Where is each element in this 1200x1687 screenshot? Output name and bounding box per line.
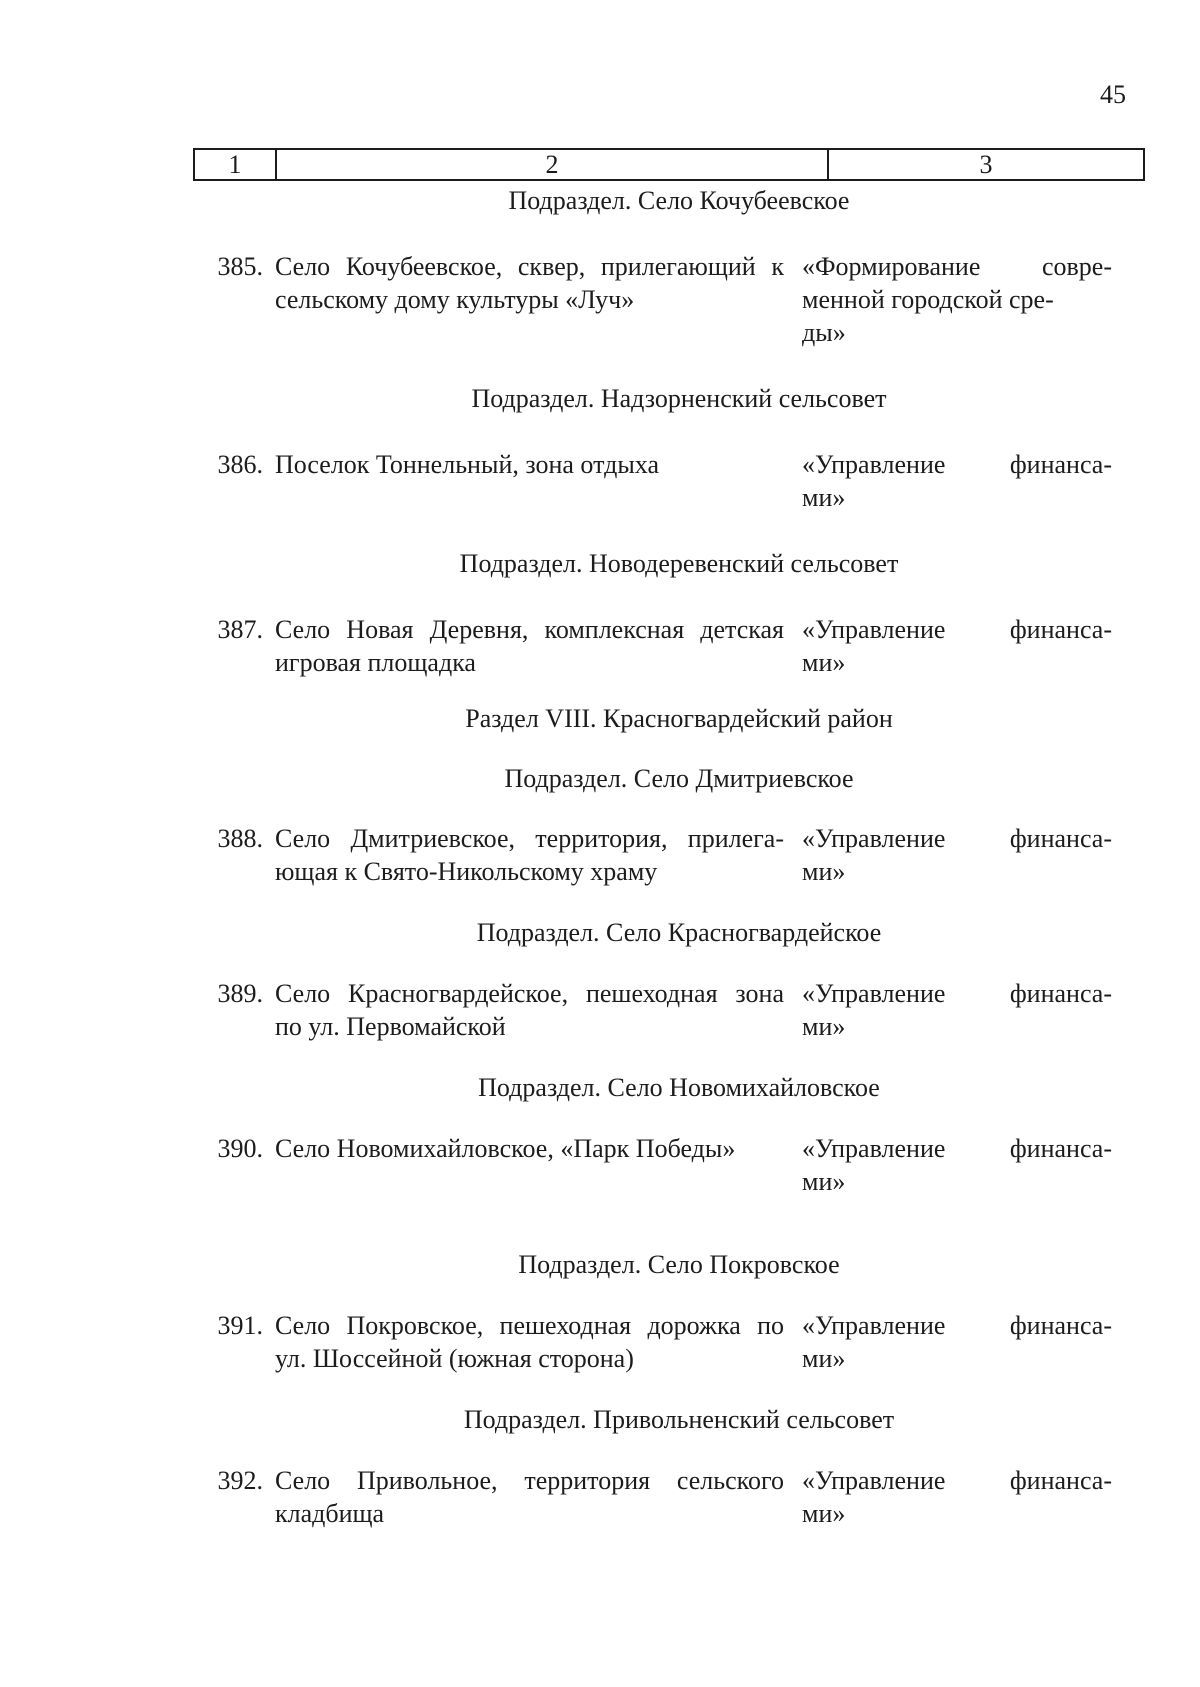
row-program: «Управление финанса- ми» — [802, 450, 1112, 512]
row-number: 389. — [217, 979, 263, 1008]
row-program: «Формирование совре- менной городской сре- ды» — [802, 252, 1112, 347]
section-heading: Подраздел. Привольненский сельсовет — [463, 1405, 895, 1434]
row-number: 387. — [217, 615, 263, 644]
column-header-3: 3 — [979, 150, 993, 179]
row-program: «Управление финанса- ми» — [802, 1134, 1112, 1196]
table-row — [193, 448, 1145, 514]
table-row — [193, 250, 1145, 349]
section-heading: Подраздел. Село Красногвардейское — [476, 918, 882, 947]
row-program: «Управление финанса- ми» — [802, 615, 1112, 677]
row-number: 386. — [217, 450, 263, 479]
column-header-table — [193, 148, 1145, 181]
row-program: «Управление финанса- ми» — [802, 979, 1112, 1041]
column-header-1: 1 — [195, 150, 277, 179]
row-description: Село Привольное, территория сельского кладбища — [275, 1466, 784, 1528]
section-heading: Подраздел. Село Кочубеевское — [508, 186, 850, 215]
row-number: 388. — [217, 824, 263, 853]
row-description: Село Покровское, пешеходная дорожка по ул. Шоссейной (южная сторона) — [275, 1311, 784, 1373]
section-heading: Подраздел. Село Покровское — [518, 1250, 840, 1279]
part-heading: Раздел VIII. Красногвардейский район — [465, 704, 893, 733]
section-heading: Подраздел. Надзорненский сельсовет — [471, 384, 887, 413]
section-heading: Подраздел. Село Дмитриевское — [504, 764, 854, 793]
table-row — [193, 613, 1145, 679]
table-row — [193, 1464, 1145, 1530]
row-program: «Управление финанса- ми» — [802, 1466, 1112, 1528]
table-row — [193, 977, 1145, 1043]
row-description: Село Красногвардейское, пешеходная зона по ул. Первомайской — [275, 979, 784, 1041]
row-number: 392. — [217, 1466, 263, 1495]
row-number: 391. — [217, 1311, 263, 1340]
row-number: 390. — [217, 1134, 263, 1163]
column-header-2: 2 — [277, 150, 829, 179]
section-heading: Подраздел. Село Новомихайловское — [478, 1073, 880, 1102]
row-program: «Управление финанса- ми» — [802, 824, 1112, 886]
row-number: 385. — [217, 252, 263, 281]
row-description: Поселок Тоннельный, зона отдыха — [275, 450, 659, 479]
row-program: «Управление финанса- ми» — [802, 1311, 1112, 1373]
table-row — [193, 1309, 1145, 1375]
page-number: 45 — [1100, 80, 1126, 109]
table-row — [193, 822, 1145, 888]
row-description: Село Дмитриевское, территория, прилега- ющая к Свято-Никольскому храму — [275, 824, 784, 886]
table-row — [193, 1132, 1145, 1198]
row-description: Село Кочубеевское, сквер, прилегающий к сельскому дому культуры «Луч» — [275, 252, 784, 314]
document-body — [193, 180, 1145, 1530]
section-heading: Подраздел. Новодеревенский сельсовет — [459, 549, 899, 578]
row-description: Село Новая Деревня, комплексная детская игровая площадка — [275, 615, 784, 677]
row-description: Село Новомихайловское, «Парк Победы» — [275, 1134, 736, 1163]
